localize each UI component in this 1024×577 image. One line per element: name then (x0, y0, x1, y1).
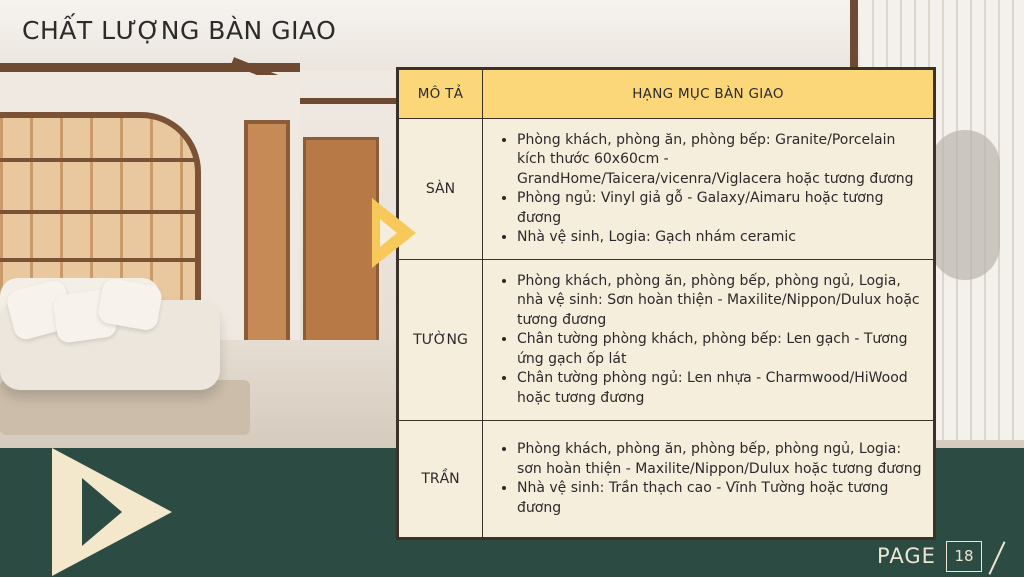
row-items-wall (483, 260, 934, 421)
row-label-floor: SÀN (399, 119, 483, 260)
list-item: • Nhà vệ sinh: Trần thạch cao - Vĩnh Tường hoặc tương đương (517, 479, 923, 518)
list-item: • Phòng khách, phòng ăn, phòng bếp, phòng ngủ, Logia: sơn hoàn thiện - Maxilite/Nippon/Dulux hoặc tương đương (517, 440, 923, 479)
table-header-row (399, 70, 934, 119)
list-item: • Nhà vệ sinh, Logia: Gạch nhám ceramic (517, 228, 923, 248)
wooden-door-frame (244, 120, 290, 368)
play-triangle-icon-inner (82, 478, 122, 546)
row-label-wall: TƯỜNG (399, 260, 483, 421)
list-item: • Chân tường phòng ngủ: Len nhựa - Charmwood/HiWood hoặc tương đương (517, 369, 923, 408)
ceiling-beam (290, 98, 400, 104)
window-divider (0, 210, 195, 214)
wooden-door (303, 137, 379, 343)
header-handover-items: HẠNG MỤC BÀN GIAO (483, 70, 934, 119)
list-item: • Chân tường phòng khách, phòng bếp: Len gạch - Tương ứng gạch ốp lát (517, 330, 923, 369)
arrow-triangle-icon-inner (380, 219, 397, 247)
row-items-floor (483, 119, 934, 260)
row-items-ceiling (483, 421, 934, 538)
page-number: 18 (946, 541, 982, 572)
list-item: • Phòng khách, phòng ăn, phòng bếp: Granite/Porcelain kích thước 60x60cm - GrandHome/Taicera/vicenra/Viglacera hoặc tương đương (517, 131, 923, 190)
slide-title: CHẤT LƯỢNG BÀN GIAO (22, 16, 337, 45)
window-divider (0, 158, 195, 162)
list-item: • Phòng ngủ: Vinyl giả gỗ - Galaxy/Aimaru hoặc tương đương (517, 189, 923, 228)
table-row (399, 421, 934, 538)
decor-shape (930, 130, 1000, 280)
window-divider (0, 258, 195, 262)
page-label: PAGE (877, 544, 936, 568)
handover-table-card (396, 67, 936, 540)
table-row (399, 119, 934, 260)
row-label-ceiling: TRẦN (399, 421, 483, 538)
table-row (399, 260, 934, 421)
handover-table (398, 69, 934, 538)
header-description: MÔ TẢ (399, 70, 483, 119)
list-item: • Phòng khách, phòng ăn, phòng bếp, phòng ngủ, Logia, nhà vệ sinh: Sơn hoàn thiện - Maxilite/Nippon/Dulux hoặc tương đương (517, 272, 923, 331)
